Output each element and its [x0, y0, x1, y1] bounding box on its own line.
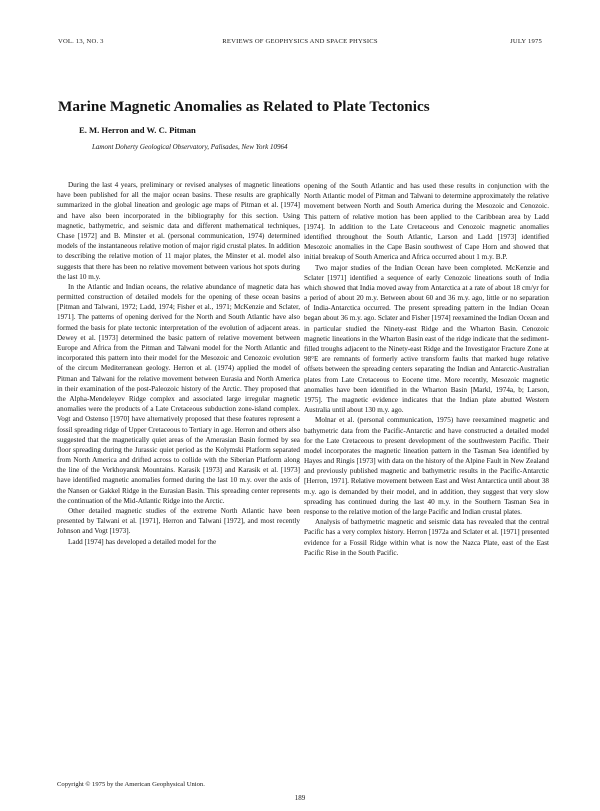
paragraph: Analysis of bathymetric magnetic and seismic data has revealed that the central Pacific has a very complex history. Herron [1972a and Sclater et al. [1971] presented evidence for a Fossil Ridge within what is now the Nazca Plate, east of the East Pacific Rise in the South Pacific.	[304, 518, 549, 557]
paragraph: In the Atlantic and Indian oceans, the relative abundance of magnetic data has permitted construction of detailed models for the opening of these ocean basins [Pitman and Talwani, 1972; Ladd, 1974; Fisher et al., 1971; McKenzie and Sclater, 1971]. The patterns of opening derived for the North and South Atlantic have also formed the basis for plate tectonic interpretation of the evolution of adjacent areas. Dewey et al. [1973] determined the basic pattern of relative movement between Europe and Africa from the Pitman and Talwani model for the North Atlantic and incorporated this pattern into their model for the Mesozoic and Cenozoic evolution of the circum Mediterranean geology. Herron et al. (1974) applied the model of Pitman and Talwani for the relative movement between Eurasia and North America in their examination of the post-Paleozoic history of the Arctic. They proposed that the Alpha-Mendeleyev Ridge complex and associated large irregular magnetic anomalies were the products of a Late Cretaceous subduction zone-island complex. Vogt and Ostenso [1970] have alternatively proposed that these features represent a fossil spreading ridge of Upper Cretaceous to Tertiary in age. Herron and others also suggested that the magnetically quiet areas of the Amerasian Basin formed by sea floor spreading during the Jurassic quiet period as the Kolymski Platform separated from North America and drifted across to collide with the Siberian Platform along the line of the Verkhoyansk Mountains. Karasik [1973] and Karasik et al. [1973] have identified magnetic anomalies formed during the last 10 m.y. over the axis of the Nansen or Gakkel Ridge in the Eurasian Basin. This spreading center represents the continuation of the Mid-Atlantic Ridge into the Arctic.	[57, 282, 300, 505]
paragraph: Two major studies of the Indian Ocean have been completed. McKenzie and Sclater [1971] identified a sequence of early Cenozoic lineations south of India which showed that India moved away from Antarctica at a rate of about 18 cm/yr for a period of about 20 m.y. Between about 60 and 36 m.y. ago, little or no separation of India-Antarctica occurred. The present spreading pattern in the Indian Ocean began about 36 m.y. ago. Sclater and Fisher [1974] reexamined the Indian Ocean and in particular studied the Ninety-east Ridge and the Wharton Basin. Cenozoic magnetic lineations in the Wharton Basin east of the ridge indicate that the sediment-filled troughs adjacent to the Ninety-east Ridge and the Investigator Fracture Zone at 98°E are remnants of formerly active transform faults that marked huge relative offsets between the spreading centers separating the Indian and Antarctic-Australian plates from Late Cretaceous to Eocene time. More recently, Mesozoic magnetic anomalies have been identified in the Wharton Basin [Markl, 1974a, b; Larson, 1975]. The magnetic evidence indicates that the Indian plate abutted Western Australia until about 130 m.y. ago.	[304, 263, 549, 415]
paragraph: opening of the South Atlantic and has used these results in conjunction with the North Atlantic model of Pitman and Talwani to determine approximately the relative movement between North and South America during the Mesozoic and Cenozoic. This pattern of relative motion has been applied to the Caribbean area by Ladd [1974]. In addition to the Late Cretaceous and Cenozoic magnetic anomalies identified throughout the South Atlantic, Larson and Ladd [1973] identified Mesozoic anomalies in the Cape Basin southwest of Cape Horn and showed that initial breakup of South America and Africa occurred about 1 m.y. B.P.	[304, 182, 549, 262]
paragraph: Molnar et al. (personal communication, 1975) have reexamined magnetic and bathymetric data from the Pacific-Antarctic and have constructed a detailed model for the Late Cretaceous to present development of the southwestern Pacific. Their model incorporates the magnetic lineation pattern in the Tasman Sea identified by Hayes and Ringis [1973] with data on the history of the Alpine Fault in New Zealand and previously published magnetic and bathymetric results in the Pacific-Antarctic [Herron, 1971]. Relative movement between East and West Antarctica until about 38 m.y. ago is demanded by their model, and in addition, they suggest that very slow spreading has continued during the last 40 m.y. in the Southern Tasman Sea in response to the relative motion of the large Pacific and Indian crustal plates.	[304, 416, 549, 516]
author-affiliation: Lamont Doherty Geological Observatory, Palisades, New York 10964	[92, 143, 288, 151]
journal-name: REVIEWS OF GEOPHYSICS AND SPACE PHYSICS	[222, 38, 378, 45]
page-number: 189	[294, 794, 306, 802]
right-column	[304, 181, 549, 558]
issue-date: JULY 1975	[510, 38, 542, 45]
paragraph: Other detailed magnetic studies of the extreme North Atlantic have been presented by Talwani et al. [1971], Herron and Talwani [1972], and most recently Johnson and Vogt [1973].	[57, 507, 300, 536]
running-header	[58, 38, 542, 50]
paragraph: Ladd [1974] has developed a detailed model for the	[68, 537, 217, 546]
article-title: Marine Magnetic Anomalies as Related to Plate Tectonics	[58, 98, 430, 115]
paragraph: During the last 4 years, preliminary or revised analyses of magnetic lineations have been published for all the major ocean basins. These results are graphically summarized in the global lineation and geologic age maps of Pitman et al. [1974] and have also been incorporated in the bibliography for this section. Using magnetic, bathymetric, and seismic data and different mathematical techniques, Chase [1972] and B. Minster et al. (personal communication, 1974) determined models of the instantaneous relative motion of major rigid crustal plates. In addition to describing the relative motion of 11 major plates, the Minster et al. model also suggests that there has been no relative movement between various hot spots during the last 10 m.y.	[57, 181, 300, 281]
article-authors: E. M. Herron and W. C. Pitman	[79, 125, 196, 135]
copyright-notice: Copyright © 1975 by the American Geophysical Union.	[57, 781, 205, 788]
left-column	[57, 180, 300, 547]
volume-info: VOL. 13, NO. 3	[58, 38, 104, 45]
